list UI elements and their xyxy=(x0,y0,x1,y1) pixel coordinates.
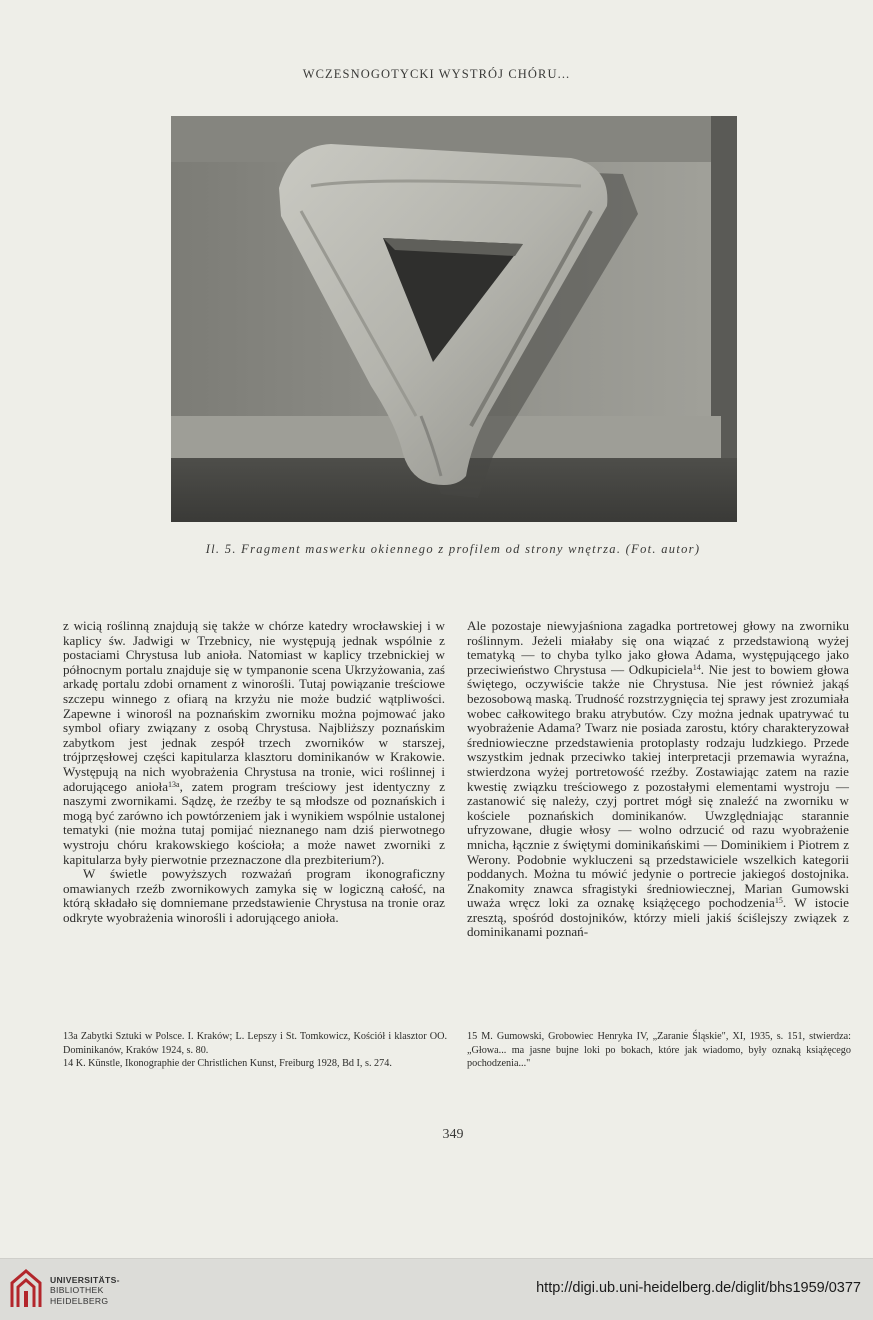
figure-photo xyxy=(171,116,737,522)
footnote-ref: 15 xyxy=(774,896,783,906)
footnotes-right xyxy=(467,1030,851,1071)
text-column-left xyxy=(63,619,445,925)
footnotes-left xyxy=(63,1030,447,1071)
footnote-ref: 14 xyxy=(692,662,701,672)
footnote: 13a Zabytki Sztuki w Polsce. I. Kraków; L. Lepszy i St. Tomkowicz, Kościół i klasztor OO. Dominikanów, Kraków 1924, s. 80. xyxy=(63,1031,447,1056)
tracery-photo-illustration xyxy=(171,116,737,522)
footnote: 14 K. Künstle, Ikonographie der Christlichen Kunst, Freiburg 1928, Bd I, s. 274. xyxy=(63,1058,392,1070)
footnote-ref: 13a xyxy=(168,779,180,789)
library-logo-icon[interactable] xyxy=(8,1269,44,1309)
figure-caption: Il. 5. Fragment maswerku okiennego z profilem od strony wnętrza. (Fot. autor) xyxy=(205,542,701,556)
paragraph: z wicią roślinną znajdują się także w chórze katedry wrocławskiej i w kaplicy św. Jadwigi w Trzebnicy, nie występują jednak wspólnie z postaciami Chrystusa lub anioła. Natomiast w kaplicy trzebnickiej w północnym portalu znajduje się w tympanonie scena Ukrzyżowania, zaś arkadę portalu zdobi ornament z winorośli. Tutaj powiązanie treściowe szczepu winnego z ofiarą na krzyżu nie może budzić wątpliwości. Zapewne i winorośl na poznańskim zworniku można pojmować jako symbol ofiary związany z osobą Chrystusa. Najbliższy poznańskim zabytkom jest jednak zespół trzech zworników w starszej, trójprzęsłowej części kapitularza klasztoru dominikanów w Krakowie. Występują na nich wyobrażenia Chrystusa na tronie, wici roślinnej i adorującego anioła$^{13a}$, zatem program treściowy jest identyczny z naszymi zwornikami. Sądzę, że rzeźby te są młodsze od poznańskich i mogą być zarówno ich powtórzeniem jak i wynikiem wspólnie ustalonej tematyki (nie można tutaj pomijać nieznanego nam dziś pierwotnego wystroju chóru krakowskiego kościoła; a może nawet zworniki z kapitularza były pierwotnie przeznaczone dla prezbiterium?). xyxy=(63,618,446,867)
page-number: 349 xyxy=(442,1127,464,1142)
paragraph: Ale pozostaje niewyjaśniona zagadka portretowej głowy na zworniku roślinnym. Jeżeli miałaby się ona wiązać z przedstawioną wyżej tematyką — to chyba tylko jako głowa Adama, występującego jako przeciwieństwo Chrystusa — Odkupiciela$^{14}$. Nie jest to bowiem głowa świętego, oczywiście także nie Chrystusa. Nie jest również jakąś bezosobową maską. Trudność rozstrzygnięcia tej sprawy jest zrozumiała wobec całkowitego braku atrybutów. Czy można jednak upatrywać tu wyobrażenie Adama? Twarz nie posiada zarostu, który charakteryzował średniowieczne przedstawienia protoplasty rodzaju ludzkiego. Przede wszystkim jednak przeciwko takiej interpretacji przemawia wyraźna, stwierdzona wyżej portretowość rzeźby. Zostawiając zatem na razie kwestię związku treściowego z pozostałymi elementami wystroju — zastanowić się należy, czyj portret mógł się znaleźć na zworniku w kościele poznańskich dominikanów. Uwzględniając starannie ufryzowane, długie włosy — wolno odrzucić od razu wyobrażenie mnicha, łącznie z świętymi dominikańskimi — Dominikiem i Piotrem z Werony. Podobnie wykluczeni są przedstawiciele wszelkich kategorii poddanych. Można tu mówić jedynie o portrecie jakiegoś dostojnika. Znakomity znawca sfragistyki średniowiecznej, Marian Gumowski uważa wręcz loki za oznakę książęcego pochodzenia$^{15}$. W istocie zresztą, spośród dostojników, którzy mieli jakiś ściślejszy związek z dominikanami poznań- xyxy=(467,618,849,940)
paragraph: W świetle powyższych rozważań program ikonograficzny omawianych rzeźb zwornikowych zamyka się w logiczną całość, na którą składało się domniemane przedstawienie Chrystusa na tronie oraz odkryte wyobrażenia winorośli i adorującego anioła. xyxy=(63,866,445,925)
viewer-footer xyxy=(0,1258,873,1320)
library-name[interactable]: UNIVERSITÄTS- BIBLIOTHEK HEIDELBERG xyxy=(50,1275,120,1306)
footnote: 15 M. Gumowski, Grobowiec Henryka IV, „Zaranie Śląskie", XI, 1935, s. 151, stwierdza: „Głowa... ma jasne bujne loki po bokach, które jak wiadomo, były oznaką książęcego pochodzenia..." xyxy=(467,1031,851,1070)
text-column-right xyxy=(467,619,849,940)
permalink-url[interactable]: http://digi.ub.uni-heidelberg.de/diglit/bhs1959/0377 xyxy=(536,1280,861,1296)
running-head: WCZESNOGOTYCKI WYSTRÓJ CHÓRU... xyxy=(302,67,571,81)
